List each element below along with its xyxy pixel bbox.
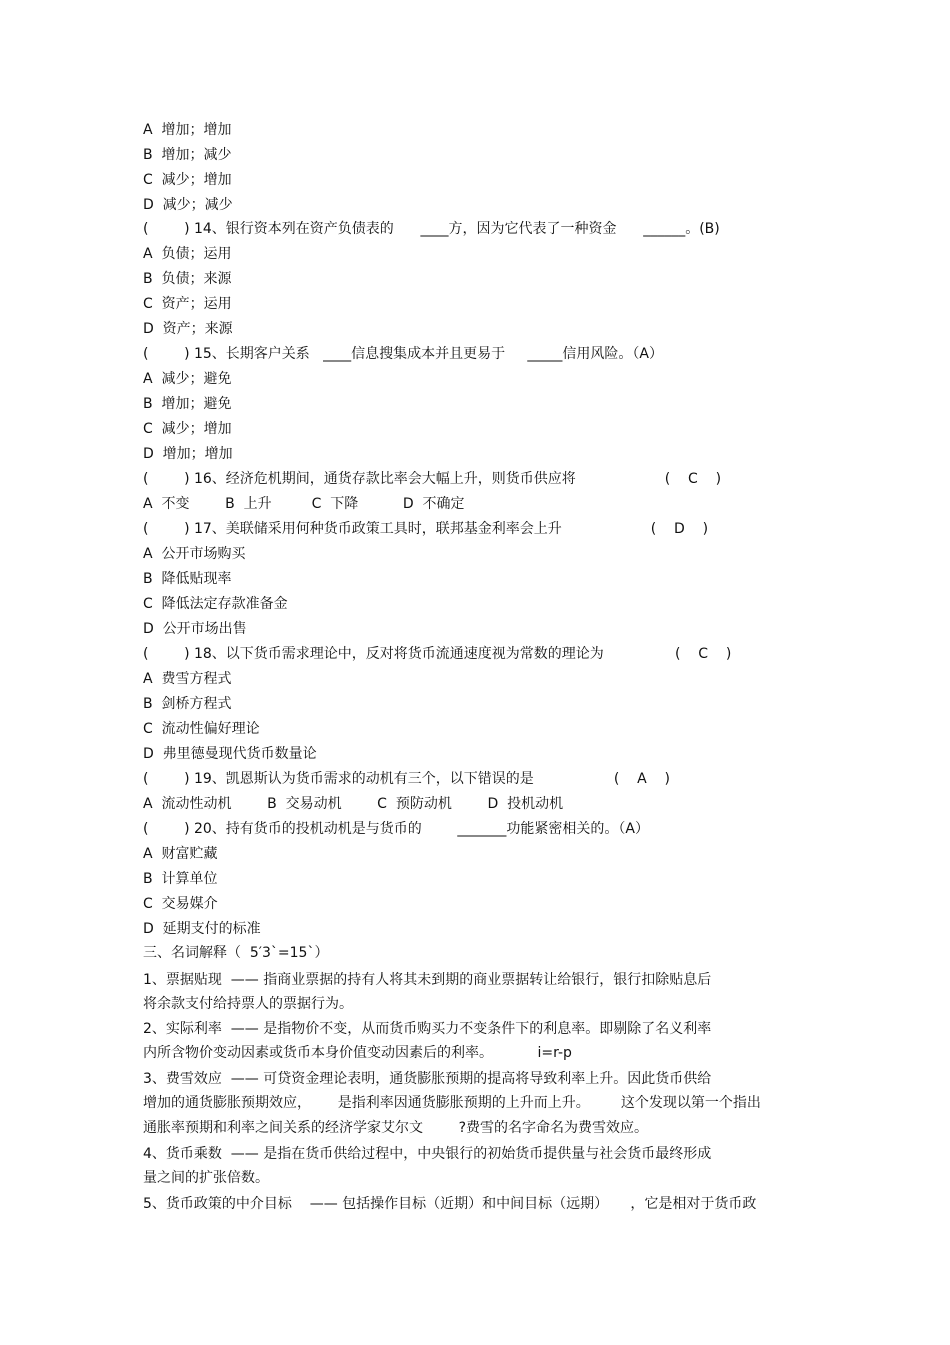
option-line: A 费雪方程式	[143, 671, 232, 687]
option-line: D 弗里德曼现代货币数量论	[143, 746, 317, 762]
option-line: B 负债；来源	[143, 271, 232, 287]
definition-line: 1、票据贴现 —— 指商业票据的持有人将其未到期的商业票据转让给银行，银行扣除贴息后	[143, 972, 712, 988]
definition-line: 2、实际利率 —— 是指物价不变，从而货币购买力不变条件下的利息率。即剔除了名义利率	[143, 1021, 712, 1037]
option-line: D 资产；来源	[143, 321, 233, 337]
definition-line: 3、费雪效应 —— 可贷资金理论表明，通货膨胀预期的提高将导致利率上升。因此货币供给	[143, 1071, 712, 1087]
option-line: C 资产；运用	[143, 296, 232, 312]
option-line: B 增加；减少	[143, 147, 232, 163]
option-line: C 减少；增加	[143, 421, 232, 437]
question-18: ( ) 18、以下货币需求理论中，反对将货币流通速度视为常数的理论为 ( C )	[143, 646, 732, 662]
option-line: A 流动性动机 B 交易动机 C 预防动机 D 投机动机	[143, 796, 564, 812]
definition-line: 4、货币乘数 —— 是指在货币供给过程中，中央银行的初始货币提供量与社会货币最终形成	[143, 1146, 712, 1162]
option-line: B 剑桥方程式	[143, 696, 232, 712]
option-line: C 减少；增加	[143, 172, 232, 188]
definition-line: 将余款支付给持票人的票据行为。	[143, 996, 353, 1012]
option-line: D 延期支付的标准	[143, 921, 261, 937]
option-line: C 降低法定存款准备金	[143, 596, 288, 612]
question-19: ( ) 19、凯恩斯认为货币需求的动机有三个，以下错误的是 ( A )	[143, 771, 670, 787]
question-17: ( ) 17、美联储采用何种货币政策工具时，联邦基金利率会上升 ( D )	[143, 521, 709, 537]
option-line: A 公开市场购买	[143, 546, 246, 562]
definition-line: 内所含物价变动因素或货币本身价值变动因素后的利率。 i=r-p	[143, 1045, 572, 1061]
definition-line: 5、货币政策的中介目标 —— 包括操作目标（近期）和中间目标（远期） ，它是相对于货币政	[143, 1196, 757, 1212]
option-line: C 交易媒介	[143, 896, 218, 912]
option-line: D 减少；减少	[143, 197, 233, 213]
option-line: A 增加；增加	[143, 122, 232, 138]
option-line: B 计算单位	[143, 871, 218, 887]
option-line: A 负债；运用	[143, 246, 232, 262]
section-heading: 三、名词解释（ 5′3`=15`）	[143, 945, 329, 961]
option-line: C 流动性偏好理论	[143, 721, 260, 737]
option-line: D 增加；增加	[143, 446, 233, 462]
option-line: D 公开市场出售	[143, 621, 247, 637]
question-16: ( ) 16、经济危机期间，通货存款比率会大幅上升，则货币供应将 ( C )	[143, 471, 722, 487]
option-line: A 减少；避免	[143, 371, 232, 387]
definition-line: 通胀率预期和利率之间关系的经济学家艾尔文 ?费雪的名字命名为费雪效应。	[143, 1120, 649, 1136]
question-20: ( ) 20、持有货币的投机动机是与货币的 _______功能紧密相关的。（A）	[143, 821, 649, 837]
question-14: ( ) 14、银行资本列在资产负债表的 ____方，因为它代表了一种资金 ______。(B)	[143, 221, 720, 237]
definition-line: 量之间的扩张倍数。	[143, 1170, 269, 1186]
option-line: B 增加；避免	[143, 396, 232, 412]
question-15: ( ) 15、长期客户关系 ____信息搜集成本并且更易于 _____信用风险。（A）	[143, 346, 663, 362]
definition-line: 增加的通货膨胀预期效应， 是指利率因通货膨胀预期的上升而上升。 这个发现以第一个指出	[143, 1095, 761, 1111]
option-line: A 不变 B 上升 C 下降 D 不确定	[143, 496, 465, 512]
option-line: B 降低贴现率	[143, 571, 232, 587]
option-line: A 财富贮藏	[143, 846, 218, 862]
